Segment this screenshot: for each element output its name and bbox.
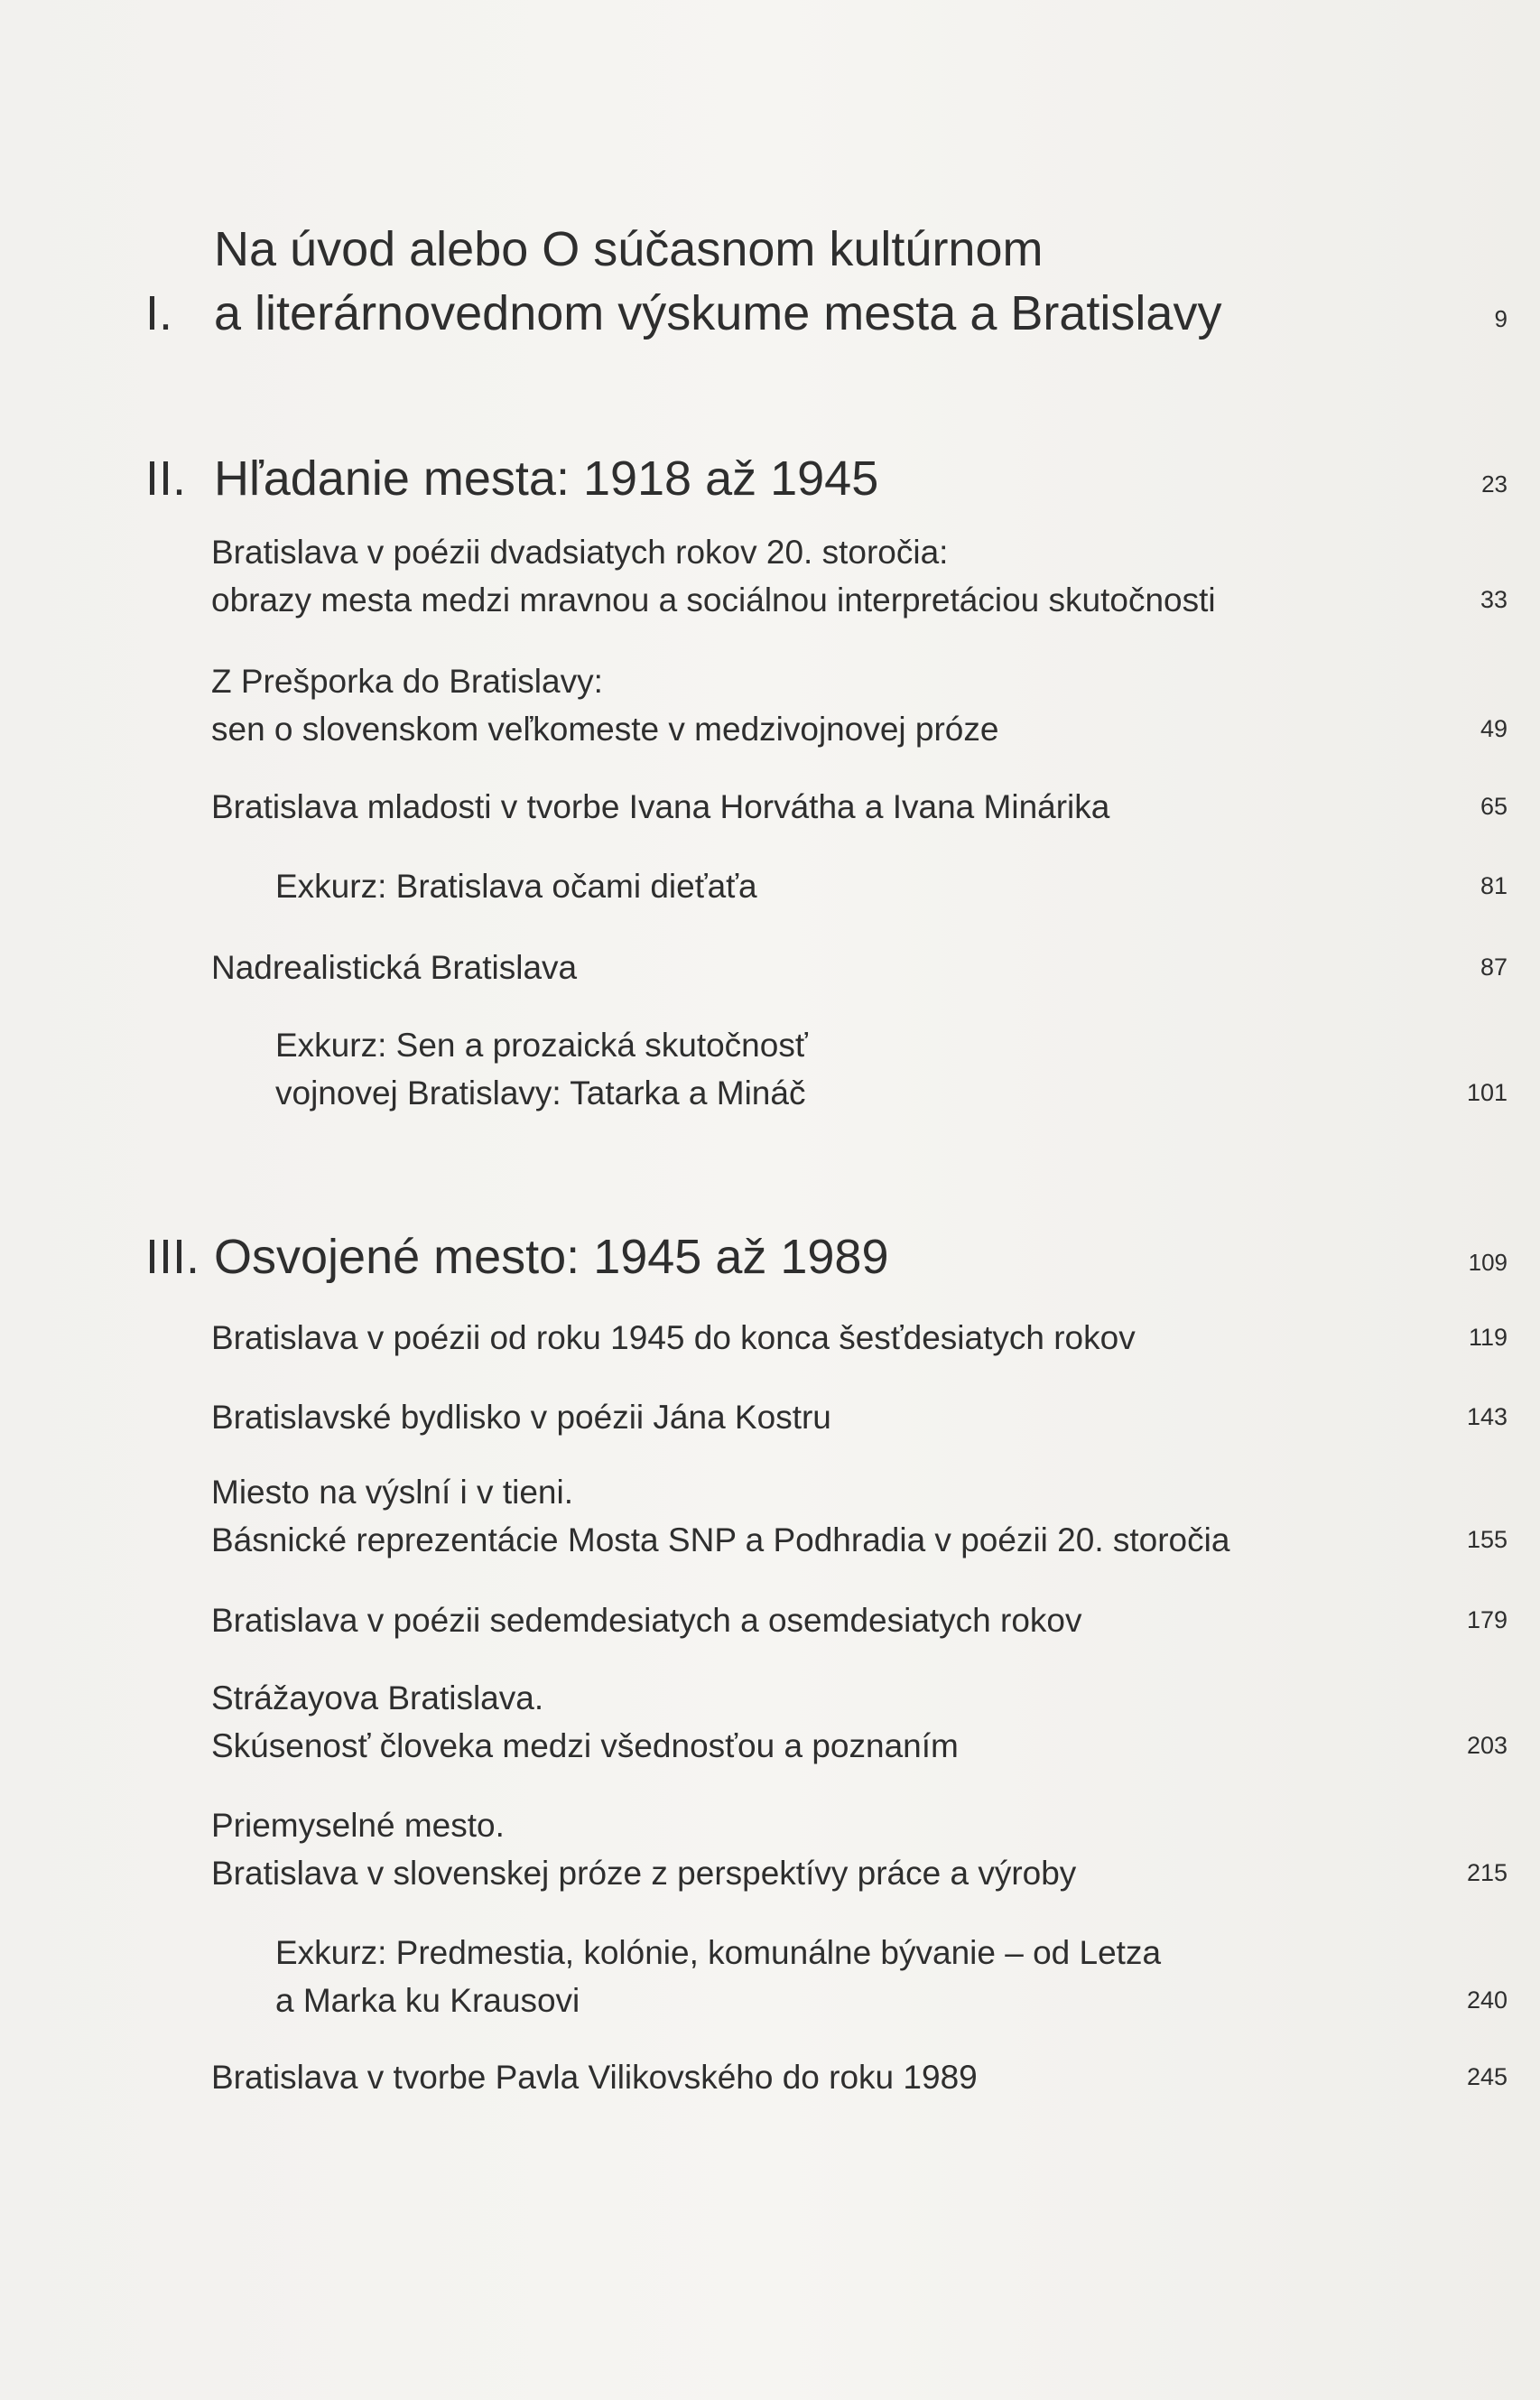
- entry-title: [211, 1314, 1469, 1362]
- page-number: 203: [1466, 1732, 1508, 1759]
- title-line: Exkurz: Sen a prozaická skutočnosť: [275, 1027, 808, 1064]
- chapter-heading: [145, 447, 1508, 511]
- toc-excursus: [275, 1021, 1508, 1117]
- page-number: 143: [1466, 1403, 1508, 1430]
- page-number: 9: [1494, 305, 1508, 332]
- chapter-numeral: I.: [145, 286, 173, 340]
- title-line: Nadrealistická Bratislava: [211, 949, 578, 986]
- title-line: Miesto na výslní i v tieni.: [211, 1474, 573, 1511]
- page-number: 155: [1466, 1526, 1508, 1553]
- page-number: 101: [1466, 1079, 1508, 1106]
- toc-entry: [211, 2053, 1508, 2101]
- toc-entry: [211, 1596, 1508, 1644]
- title-line: sen o slovenskom veľkomeste v medzivojnovej próze: [211, 711, 999, 748]
- title-line: Priemyselné mesto.: [211, 1807, 505, 1844]
- page-number: 81: [1480, 872, 1508, 899]
- title-line: Bratislava v tvorbe Pavla Vilikovského do roku 1989: [211, 2059, 978, 2096]
- entry-title: [211, 944, 1480, 991]
- title-line: obrazy mesta medzi mravnou a sociálnou interpretáciou skutočnosti: [211, 581, 1216, 619]
- entry-title: [211, 783, 1480, 831]
- entry-title: [275, 1021, 1467, 1117]
- page-number: 65: [1480, 793, 1508, 820]
- title-line: Exkurz: Bratislava očami dieťaťa: [275, 868, 757, 905]
- page-number: 245: [1466, 2063, 1508, 2090]
- title-line: Osvojené mesto: 1945 až 1989: [214, 1230, 889, 1284]
- toc-entry: [211, 1393, 1508, 1441]
- page-number: 49: [1480, 715, 1508, 742]
- chapter-numeral: III.: [145, 1230, 200, 1284]
- entry-title: [211, 2053, 1467, 2101]
- title-line: Bratislava mladosti v tvorbe Ivana Horvátha a Ivana Minárika: [211, 788, 1110, 825]
- page-number: 119: [1468, 1324, 1508, 1351]
- toc-entry: [211, 1314, 1508, 1362]
- title-line: Na úvod alebo O súčasnom kultúrnom: [214, 222, 1044, 276]
- entry-title: [211, 1596, 1467, 1644]
- toc-entry: [211, 1468, 1508, 1564]
- page-number: 87: [1480, 953, 1508, 981]
- toc-entry: [211, 528, 1508, 624]
- chapter-numeral: II.: [145, 451, 187, 506]
- title-line: Bratislavské bydlisko v poézii Jána Kostru: [211, 1399, 831, 1436]
- page-number: 240: [1466, 1986, 1508, 2014]
- page-number: 215: [1466, 1859, 1508, 1886]
- entry-title: [211, 1801, 1467, 1897]
- title-line: a literárnovednom výskume mesta a Bratislavy: [214, 286, 1222, 340]
- toc-entry: [211, 1674, 1508, 1770]
- entry-title: [275, 1929, 1467, 2024]
- title-line: Básnické reprezentácie Mosta SNP a Podhradia v poézii 20. storočia: [211, 1521, 1230, 1558]
- title-line: Strážayova Bratislava.: [211, 1679, 544, 1716]
- entry-title: [275, 862, 1480, 910]
- title-line: Skúsenosť človeka medzi všednosťou a poznaním: [211, 1727, 959, 1764]
- title-line: Bratislava v slovenskej próze z perspektívy práce a výroby: [211, 1855, 1077, 1892]
- title-line: Hľadanie mesta: 1918 až 1945: [214, 451, 879, 506]
- page-number: 33: [1480, 586, 1508, 613]
- toc-excursus: [275, 862, 1508, 910]
- title-line: Bratislava v poézii sedemdesiatych a osemdesiatych rokov: [211, 1602, 1082, 1639]
- page-number: 23: [1481, 470, 1508, 498]
- entry-title: [211, 1674, 1467, 1770]
- toc-entry: [211, 657, 1508, 753]
- title-line: Bratislava v poézii dvadsiatych rokov 20. storočia:: [211, 534, 949, 571]
- entry-title: [211, 528, 1480, 624]
- chapter-title: [214, 1225, 1469, 1289]
- chapter-heading: [145, 1225, 1508, 1289]
- title-line: Z Prešporka do Bratislavy:: [211, 663, 603, 700]
- page-number: 109: [1468, 1249, 1508, 1276]
- chapter-title: [214, 447, 1481, 511]
- title-line: Exkurz: Predmestia, kolónie, komunálne bývanie – od Letza: [275, 1934, 1162, 1971]
- toc-entry: [211, 1801, 1508, 1897]
- chapter-title: [214, 218, 1495, 346]
- toc-entry: [211, 783, 1508, 831]
- entry-title: [211, 1393, 1467, 1441]
- toc-entry: [211, 944, 1508, 991]
- page-number: 179: [1466, 1606, 1508, 1633]
- entry-title: [211, 1468, 1467, 1564]
- entry-title: [211, 657, 1480, 753]
- toc-excursus: [275, 1929, 1508, 2024]
- chapter-heading: [145, 218, 1508, 346]
- title-line: vojnovej Bratislavy: Tatarka a Mináč: [275, 1074, 806, 1112]
- title-line: Bratislava v poézii od roku 1945 do konca šesťdesiatych rokov: [211, 1319, 1136, 1356]
- title-line: a Marka ku Krausovi: [275, 1982, 580, 2019]
